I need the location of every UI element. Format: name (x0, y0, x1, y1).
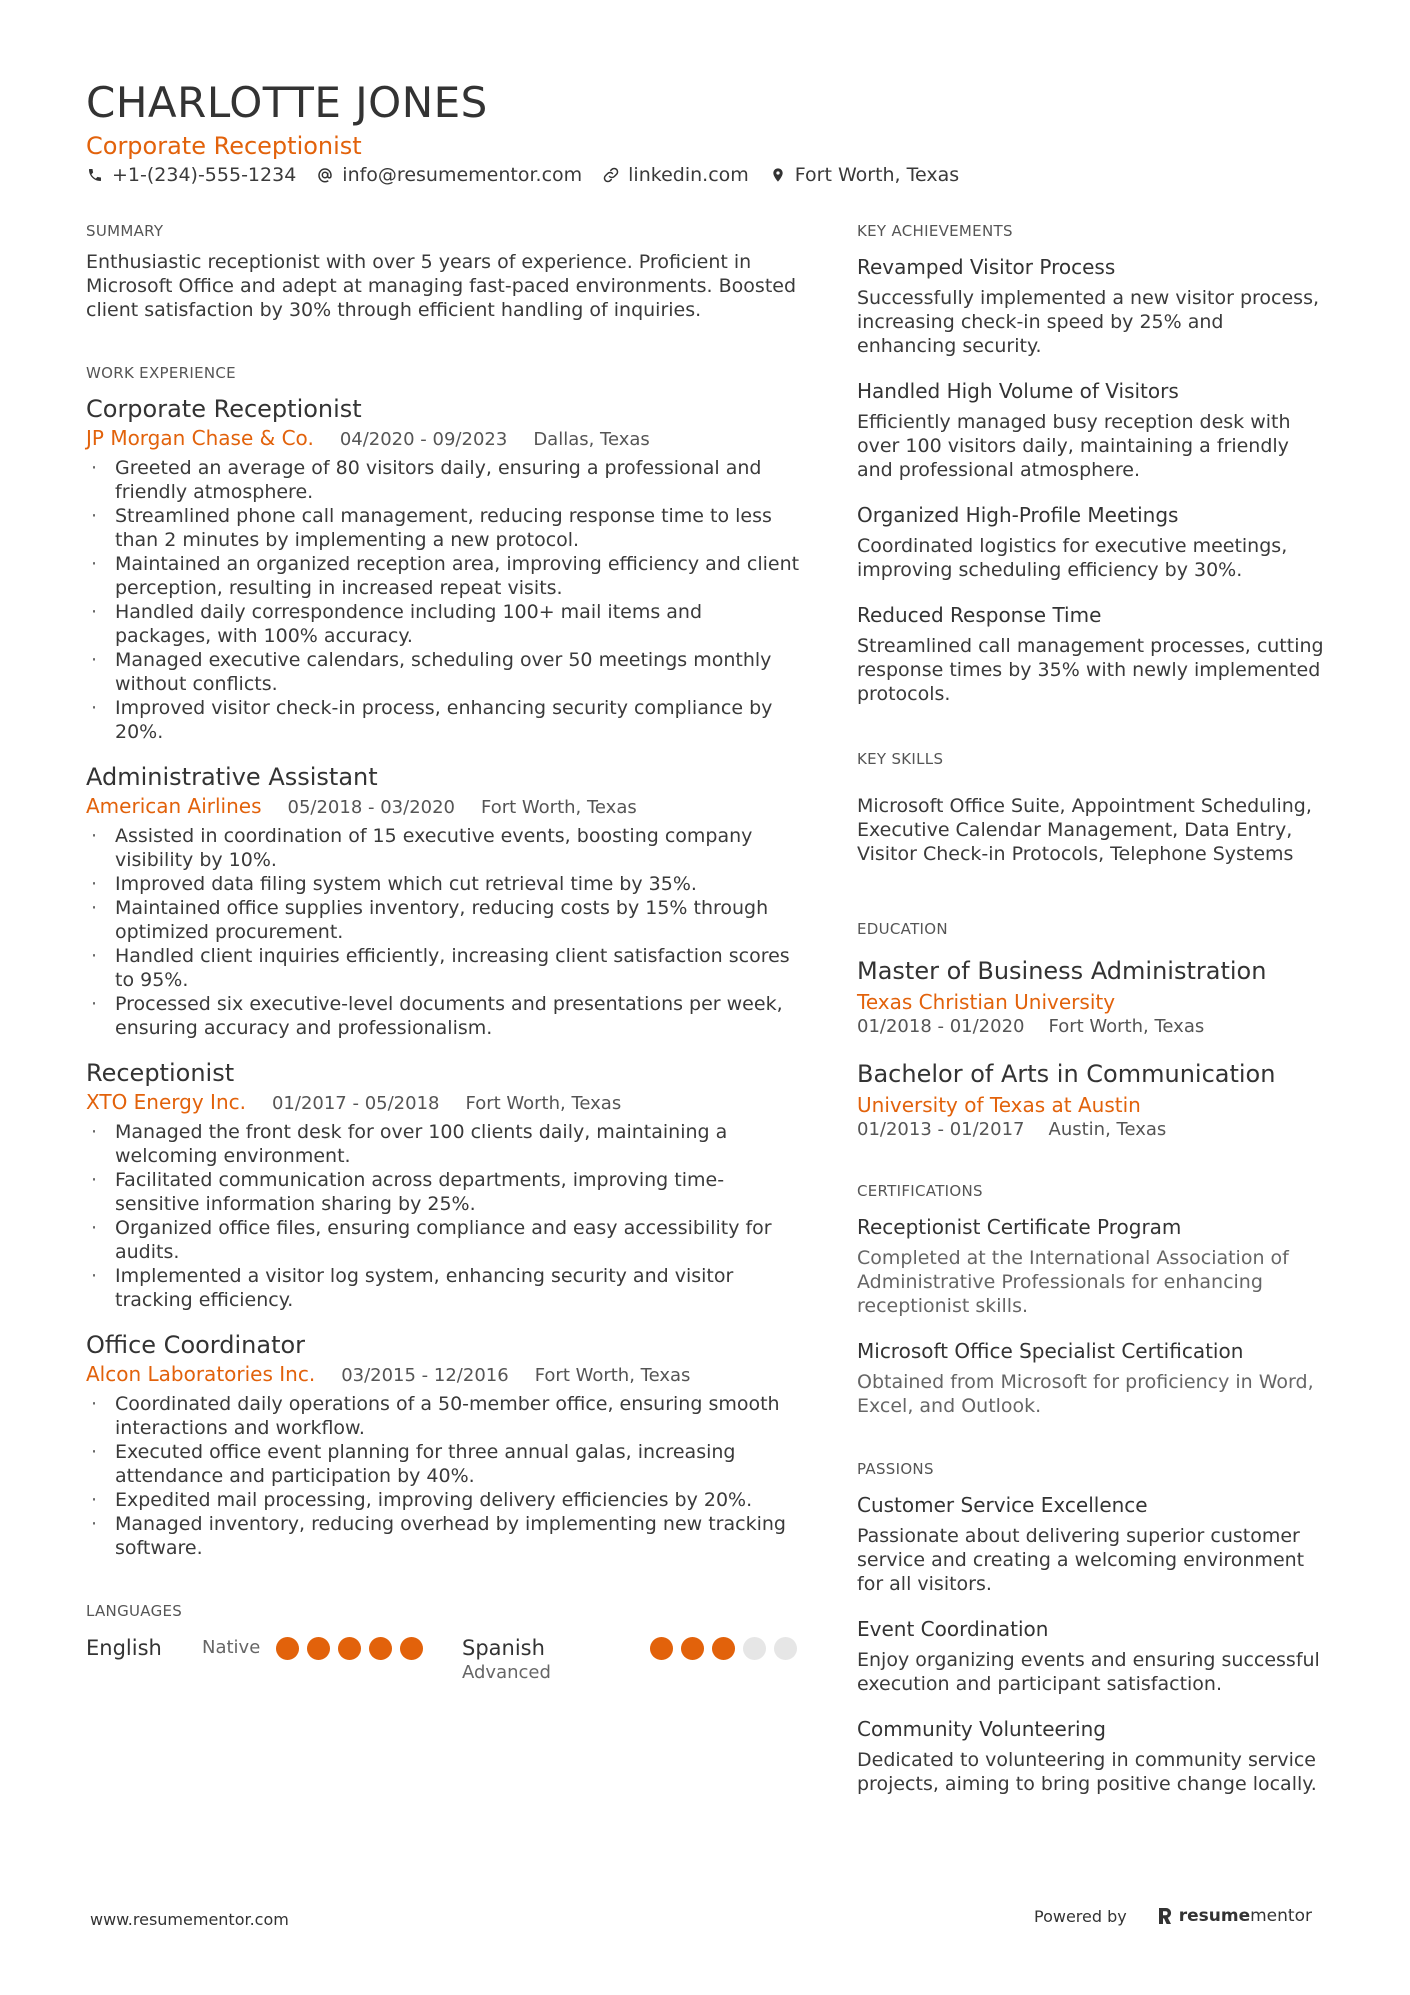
job-meta (86, 1362, 802, 1386)
job-location: Fort Worth, Texas (481, 797, 637, 818)
languages-list (86, 1634, 802, 1684)
certification-item (857, 1338, 1327, 1418)
education-meta (857, 1119, 1327, 1140)
passion-desc: Enjoy organizing events and ensuring successful execution and participant satisfaction. (857, 1649, 1320, 1695)
rating-dot-filled (369, 1637, 392, 1660)
achievement-desc: Successfully implemented a new visitor process, increasing check-in speed by 25% and enhancing security. (857, 287, 1320, 357)
passion-item (857, 1716, 1327, 1796)
phone-icon (86, 166, 104, 184)
achievement-desc: Efficiently managed busy reception desk with over 100 visitors daily, maintaining a friendly and professional atmosphere. (857, 411, 1291, 481)
education-meta (857, 1016, 1327, 1037)
job-bullet: · Managed inventory, reducing overhead by implementing new tracking software. (86, 1512, 802, 1560)
contact-linkedin-text: linkedin.com (628, 164, 749, 186)
certification-title: Microsoft Office Specialist Certification (857, 1339, 1244, 1363)
education-item (857, 956, 1327, 1037)
achievement-title: Reduced Response Time (857, 603, 1102, 627)
language-name: Spanish (462, 1636, 545, 1660)
job-bullets (86, 1392, 802, 1560)
job-bullet: · Facilitated communication across departments, improving time-sensitive information sharing by 25%. (86, 1168, 802, 1216)
education-location: Fort Worth, Texas (1048, 1016, 1205, 1037)
job-bullet: · Processed six executive-level documents and presentations per week, ensuring accuracy and professionalism. (86, 992, 802, 1040)
candidate-role: Corporate Receptionist (86, 132, 362, 160)
job-bullet: · Assisted in coordination of 15 executive events, boosting company visibility by 10%. (86, 824, 802, 872)
rating-dot-filled (712, 1637, 735, 1660)
certification-title: Receptionist Certificate Program (857, 1215, 1182, 1239)
languages-heading: LANGUAGES (86, 1602, 183, 1620)
achievement-title: Revamped Visitor Process (857, 255, 1116, 279)
link-icon (602, 166, 620, 184)
passion-title: Event Coordination (857, 1617, 1049, 1641)
language-item (86, 1634, 462, 1684)
job-location: Fort Worth, Texas (465, 1093, 622, 1114)
candidate-name: CHARLOTTE JONES (86, 78, 488, 127)
job-bullet: · Managed executive calendars, scheduling over 50 meetings monthly without conflicts. (86, 648, 802, 696)
brand-wordmark-bold: resume (1178, 1906, 1251, 1926)
job-title: Receptionist (86, 1059, 235, 1087)
left-column (86, 222, 802, 1684)
job-dates: 03/2015 - 12/2016 (341, 1365, 509, 1386)
job-bullet: · Improved data filing system which cut retrieval time by 35%. (86, 872, 802, 896)
brand-mark-icon (1157, 1907, 1173, 1925)
job-entry (86, 762, 802, 1040)
education-heading: EDUCATION (857, 920, 948, 938)
certification-item (857, 1214, 1327, 1318)
achievement-desc: Streamlined call management processes, cutting response times by 35% with newly implemented protocols. (857, 635, 1324, 705)
certification-desc: Completed at the International Association of Administrative Professionals for enhancing receptionist skills. (857, 1247, 1289, 1317)
job-bullet: · Greeted an average of 80 visitors daily, ensuring a professional and friendly atmosphere. (86, 456, 802, 504)
language-rating (276, 1637, 423, 1660)
at-icon (316, 166, 334, 184)
achievement-item (857, 502, 1327, 582)
achievement-desc: Coordinated logistics for executive meetings, improving scheduling efficiency by 30%. (857, 535, 1288, 581)
job-dates: 05/2018 - 03/2020 (287, 797, 456, 818)
job-entry (86, 394, 802, 744)
skills-heading: KEY SKILLS (857, 750, 944, 768)
education-school: Texas Christian University (857, 990, 1116, 1014)
job-bullet: · Executed office event planning for three annual galas, increasing attendance and participation by 40%. (86, 1440, 802, 1488)
contact-email-text: info@resumementor.com (342, 164, 583, 186)
passion-item (857, 1616, 1327, 1696)
language-item (462, 1634, 802, 1684)
job-company: JP Morgan Chase & Co. (86, 426, 314, 450)
job-bullet: · Streamlined phone call management, reducing response time to less than 2 minutes by implementing a new protocol. (86, 504, 802, 552)
education-degree: Bachelor of Arts in Communication (857, 1060, 1276, 1088)
job-bullet: · Organized office files, ensuring compliance and easy accessibility for audits. (86, 1216, 802, 1264)
job-bullet: · Handled client inquiries efficiently, increasing client satisfaction scores to 95%. (86, 944, 802, 992)
job-meta (86, 426, 802, 450)
job-title: Office Coordinator (86, 1331, 306, 1359)
rating-dot-filled (338, 1637, 361, 1660)
brand-logo[interactable] (1157, 1906, 1312, 1926)
job-title: Administrative Assistant (86, 763, 378, 791)
powered-by-label: Powered by (1034, 1906, 1127, 1926)
job-location: Fort Worth, Texas (534, 1365, 691, 1386)
language-name-wrap (462, 1634, 650, 1684)
rating-dot-empty (774, 1637, 797, 1660)
contact-phone-text: +1-(234)-555-1234 (112, 164, 297, 186)
job-bullet: · Managed the front desk for over 100 clients daily, maintaining a welcoming environment. (86, 1120, 802, 1168)
job-bullets (86, 1120, 802, 1312)
job-dates: 01/2017 - 05/2018 (271, 1093, 440, 1114)
passion-desc: Passionate about delivering superior customer service and creating a welcoming environment for all visitors. (857, 1525, 1305, 1595)
job-bullet: · Coordinated daily operations of a 50-member office, ensuring smooth interactions and workflow. (86, 1392, 802, 1440)
footer-website-link[interactable]: www.resumementor.com (90, 1910, 289, 1929)
achievement-item (857, 602, 1327, 706)
job-bullets (86, 824, 802, 1040)
passion-desc: Dedicated to volunteering in community service projects, aiming to bring positive change locally. (857, 1749, 1317, 1795)
job-bullet: · Handled daily correspondence including 100+ mail items and packages, with 100% accuracy. (86, 600, 802, 648)
language-level: Advanced (462, 1662, 551, 1683)
language-name: English (86, 1636, 162, 1660)
job-entry (86, 1330, 802, 1560)
education-location: Austin, Texas (1048, 1119, 1167, 1140)
rating-dot-filled (307, 1637, 330, 1660)
job-meta (86, 794, 802, 818)
job-bullets (86, 456, 802, 744)
footer-branding (1034, 1906, 1312, 1926)
passion-title: Customer Service Excellence (857, 1493, 1148, 1517)
job-bullet: · Improved visitor check-in process, enhancing security compliance by 20%. (86, 696, 802, 744)
education-dates: 01/2013 - 01/2017 (857, 1119, 1025, 1140)
rating-dot-empty (743, 1637, 766, 1660)
work-experience-heading: WORK EXPERIENCE (86, 364, 236, 382)
language-level: Native (202, 1637, 261, 1658)
passion-title: Community Volunteering (857, 1717, 1106, 1741)
certification-desc: Obtained from Microsoft for proficiency in Word, Excel, and Outlook. (857, 1371, 1314, 1417)
certifications-heading: CERTIFICATIONS (857, 1182, 983, 1200)
job-company: Alcon Laboratories Inc. (86, 1362, 316, 1386)
summary-heading: SUMMARY (86, 222, 164, 240)
contact-email[interactable] (316, 164, 582, 186)
skills-text: Microsoft Office Suite, Appointment Scheduling, Executive Calendar Management, Data Entry, Visitor Check-in Protocols, Telephone Systems (857, 795, 1312, 865)
job-title: Corporate Receptionist (86, 395, 362, 423)
job-bullet: · Maintained office supplies inventory, reducing costs by 15% through optimized procurement. (86, 896, 802, 944)
job-company: XTO Energy Inc. (86, 1090, 246, 1114)
right-column (857, 222, 1327, 1796)
contact-phone[interactable] (86, 164, 296, 186)
brand-wordmark (1179, 1906, 1312, 1926)
job-meta (86, 1090, 802, 1114)
job-location: Dallas, Texas (533, 429, 650, 450)
education-degree: Master of Business Administration (857, 957, 1267, 985)
education-item (857, 1059, 1327, 1140)
contact-linkedin[interactable] (602, 164, 749, 186)
job-bullet: · Implemented a visitor log system, enhancing security and visitor tracking efficiency. (86, 1264, 802, 1312)
location-pin-icon (769, 166, 787, 184)
achievement-item (857, 254, 1327, 358)
achievements-heading: KEY ACHIEVEMENTS (857, 222, 1013, 240)
brand-wordmark-rest: mentor (1250, 1906, 1312, 1926)
job-entry (86, 1058, 802, 1312)
rating-dot-filled (400, 1637, 423, 1660)
rating-dot-filled (276, 1637, 299, 1660)
passion-item (857, 1492, 1327, 1596)
contact-location (769, 164, 959, 186)
job-bullet: · Maintained an organized reception area, improving efficiency and client perception, resulting in increased repeat visits. (86, 552, 802, 600)
job-company: American Airlines (86, 794, 262, 818)
rating-dot-filled (650, 1637, 673, 1660)
job-dates: 04/2020 - 09/2023 (339, 429, 508, 450)
achievement-title: Handled High Volume of Visitors (857, 379, 1179, 403)
achievement-title: Organized High-Profile Meetings (857, 503, 1179, 527)
achievements-list (857, 254, 1327, 706)
contact-bar (86, 164, 959, 186)
rating-dot-filled (681, 1637, 704, 1660)
education-dates: 01/2018 - 01/2020 (857, 1016, 1025, 1037)
passions-heading: PASSIONS (857, 1460, 934, 1478)
summary-text: Enthusiastic receptionist with over 5 years of experience. Proficient in Microsoft Office and adept at managing fast-paced environments. Boosted client satisfaction by 30% through efficient handling of inquiries. (86, 251, 797, 321)
language-rating (650, 1637, 797, 1660)
achievement-item (857, 378, 1327, 482)
contact-location-text: Fort Worth, Texas (794, 164, 960, 186)
education-school: University of Texas at Austin (857, 1093, 1141, 1117)
job-bullet: · Expedited mail processing, improving delivery efficiencies by 20%. (86, 1488, 802, 1512)
